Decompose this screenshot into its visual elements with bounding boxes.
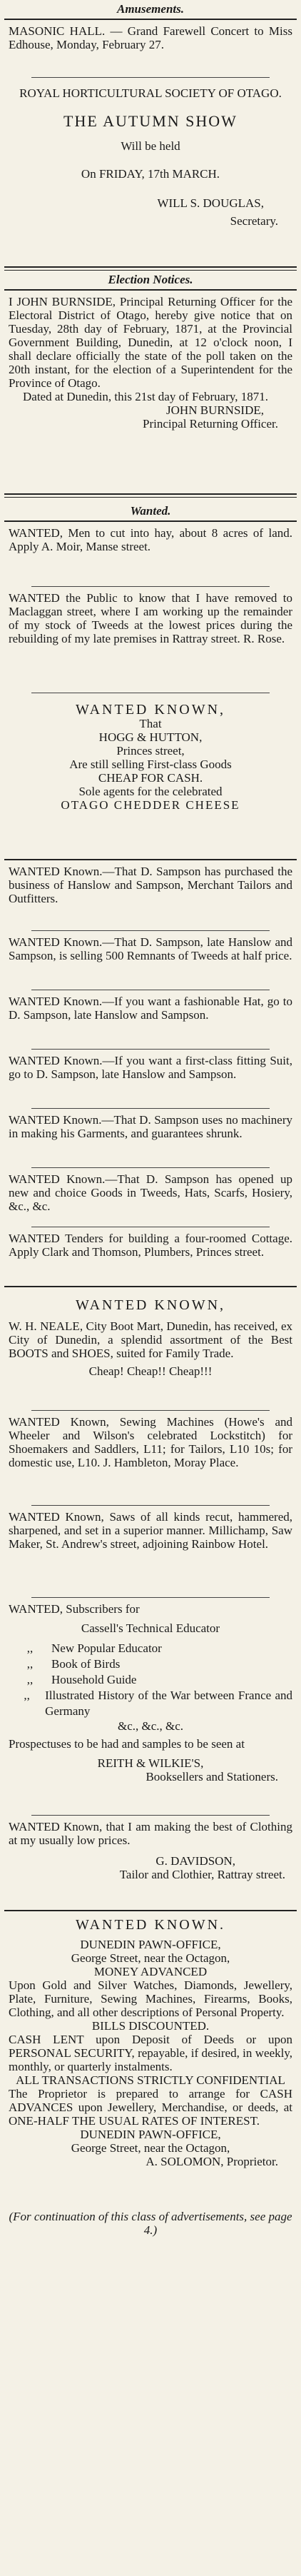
ad-text: Prospectuses to be had and samples to be seen at (9, 1737, 245, 1751)
ad-masonic-hall (3, 20, 298, 77)
list-item: ,, Household Guide (26, 1673, 137, 1686)
ad-text: WANTED Known.—If you want a first-class fitting Suit, go to D. Sampson, late Hanslow and Sampson. (9, 1054, 292, 1081)
firm-name: REITH & WILKIE'S, (97, 1756, 204, 1770)
ad-sampson-2 (3, 931, 298, 990)
signer-name: A. SOLOMON, Proprietor. (146, 2155, 278, 2168)
notice-dated: Dated at Dunedin, this 21st day of February, 1871. (23, 390, 269, 403)
ad-headline: WANTED KNOWN, (75, 702, 226, 718)
ad-hay-cutting (3, 522, 298, 586)
ad-sampson-1 (3, 860, 298, 930)
firm-name: HOGG & HUTTON, (98, 730, 203, 744)
ad-sampson-3 (3, 990, 298, 1049)
ad-text: WANTED Known.—That D. Sampson has purchased the business of Hanslow and Sampson, Merchant Tailors and Outfitters. (9, 865, 292, 905)
ad-sampson-5 (3, 1109, 298, 1167)
list-etc: &c., &c., &c. (117, 1719, 184, 1733)
section-heading-amusements: Amusements. (117, 2, 184, 16)
firm-trade: Booksellers and Stationers. (146, 1770, 278, 1783)
ad-text: WANTED Known, that I am making the best of Clothing at my usually low prices. (9, 1820, 292, 1847)
ad-election-notice (3, 291, 298, 493)
ad-hogg-hutton (3, 693, 298, 859)
signer-title: Tailor and Clothier, Rattray street. (119, 1868, 285, 1881)
list-item: ,, New Popular Educator (26, 1641, 162, 1655)
ad-opener: WANTED, Subscribers for (9, 1602, 140, 1616)
ad-text: WANTED Known, Saws of all kinds recut, hammered, sharpened, and set in a superior manner. Millichamp, Saw Maker, St. Andrew's street, adjoining Rainbow Hotel. (9, 1510, 292, 1551)
ad-line: CHEAP FOR CASH. (98, 771, 203, 785)
ad-sewing-machines (3, 1411, 298, 1505)
ad-text: The Proprietor is prepared to arrange for CASH ADVANCES upon Jewellery, Merchandise, or deeds, at ONE-HALF THE USUAL RATES OF INTEREST. (9, 2087, 292, 2128)
ad-text: Upon Gold and Silver Watches, Diamonds, Jewellery, Plate, Furniture, Sewing Machines, Firearms, Books, Clothing, and all other descriptions of Personal Property. (9, 1978, 292, 2019)
publication-title: Cassell's Technical Educator (81, 1621, 220, 1635)
society-title: ROYAL HORTICULTURAL SOCIETY OF OTAGO. (19, 86, 282, 100)
list-item-label: Household Guide (51, 1673, 137, 1686)
bills-discounted: BILLS DISCOUNTED. (91, 2019, 210, 2033)
section-heading-wanted: Wanted. (130, 504, 171, 518)
show-title: THE AUTUMN SHOW (63, 112, 238, 130)
ad-line: OTAGO CHEDDER CHEESE (61, 798, 240, 812)
ad-line: That (139, 717, 162, 730)
ad-davidson-clothing (3, 1816, 298, 1910)
confidential-line: ALL TRANSACTIONS STRICTLY CONFIDENTIAL (16, 2073, 285, 2087)
list-item-label: Book of Birds (51, 1657, 121, 1671)
section-heading-election: Election Notices. (108, 273, 193, 286)
ad-text: WANTED Tenders for building a four-roomed Cottage. Apply Clark and Thomson, Plumbers, Princes street. (9, 1232, 292, 1259)
ad-line: Sole agents for the celebrated (78, 785, 223, 798)
office-name: DUNEDIN PAWN-OFFICE, (80, 2128, 221, 2141)
office-address: George Street, near the Octagon, (71, 1951, 230, 1965)
list-item-label: Illustrated History of the War between France and Germany (45, 1689, 292, 1718)
list-item-label: New Popular Educator (51, 1641, 162, 1655)
ad-text: WANTED Known.—That D. Sampson uses no machinery in making his Garments, and guarantees shrunk. (9, 1113, 292, 1140)
ad-horticultural-society (3, 78, 298, 266)
ad-cottage-tenders (3, 1227, 298, 1286)
signer-title: Principal Returning Officer. (143, 417, 278, 431)
list-item: ,, Book of Birds (26, 1657, 121, 1671)
signer-name: JOHN BURNSIDE, (166, 403, 264, 417)
ad-text: WANTED Known.—That D. Sampson has opened up new and choice Goods in Tweeds, Hats, Scarfs, Hosiery, &c., &c. (9, 1172, 292, 1213)
ad-text: WANTED Known, Sewing Machines (Howe's and Wheeler and Wilson's celebrated Lockstitch) for Shoemakers and Saddlers, L11; for Tailors, L10 10s; for domestic use, L10. J. Hambleton, Moray Place. (9, 1415, 292, 1469)
signer-name: WILL S. DOUGLAS, (157, 196, 264, 210)
ad-dunedin-pawn-office (3, 1911, 298, 2205)
ad-line: Are still selling First-class Goods (69, 758, 232, 771)
ad-rose-tweeds (3, 587, 298, 693)
firm-street: Princes street, (116, 744, 185, 758)
divider (4, 493, 297, 498)
ad-text: CASH LENT upon Deposit of Deeds or upon PERSONAL SECURITY, repayable, if desired, in weekly, monthly, or quarterly instalments. (9, 2033, 292, 2073)
ad-text: WANTED, Men to cut into hay, about 8 acres of land. Apply A. Moir, Manse street. (9, 526, 292, 553)
held-line: Will be held (121, 139, 180, 153)
ad-text: MASONIC HALL. — Grand Farewell Concert to Miss Edhouse, Monday, February 27. (9, 24, 292, 51)
ad-headline: WANTED KNOWN. (75, 1917, 226, 1933)
ad-cassell-subscribers (3, 1598, 298, 1815)
ad-tagline: Cheap! Cheap!! Cheap!!! (88, 1364, 213, 1378)
ad-text: WANTED the Public to know that I have removed to Maclaggan street, where I am working up the remainder of my stock of Tweeds at the lowest prices during the rebuilding of my late premises in Rattray street. R. Rose. (9, 591, 292, 645)
office-name: DUNEDIN PAWN-OFFICE, (80, 1938, 221, 1951)
ad-text: WANTED Known.—If you want a fashionable Hat, go to D. Sampson, late Hanslow and Sampson. (9, 995, 292, 1022)
continuation-note: (For continuation of this class of advertisements, see page 4.) (9, 2210, 292, 2237)
list-item: ,, Illustrated History of the War between France and Germany (24, 1689, 292, 1718)
signer-name: G. DAVIDSON, (155, 1854, 235, 1868)
notice-body: I JOHN BURNSIDE, Principal Returning Officer for the Electoral District of Otago, hereby give notice that on Tuesday, 28th day of February, 1871, at the Provincial Government Building, Dunedin, at 12 o'clock noon, I shall declare officially the state of the poll taken on the 20th instant, for the election of a Superintendent for the Province of Otago. (9, 295, 292, 390)
ad-sampson-6 (3, 1168, 298, 1227)
ad-text: WANTED Known.—That D. Sampson, late Hanslow and Sampson, is selling 500 Remnants of Tweeds at half price. (9, 935, 292, 962)
ad-text: W. H. NEALE, City Boot Mart, Dunedin, has received, ex City of Dunedin, a splendid assortment of the Best BOOTS and SHOES, suited for Family Trade. (9, 1319, 292, 1360)
ad-neale-boots (3, 1287, 298, 1410)
money-advanced: MONEY ADVANCED (93, 1965, 208, 1978)
office-address: George Street, near the Octagon, (71, 2141, 230, 2155)
ad-sampson-4 (3, 1050, 298, 1108)
signer-title: Secretary. (230, 214, 278, 228)
ad-saws (3, 1506, 298, 1597)
ad-headline: WANTED KNOWN, (75, 1297, 226, 1313)
show-date: On FRIDAY, 17th MARCH. (81, 167, 220, 181)
